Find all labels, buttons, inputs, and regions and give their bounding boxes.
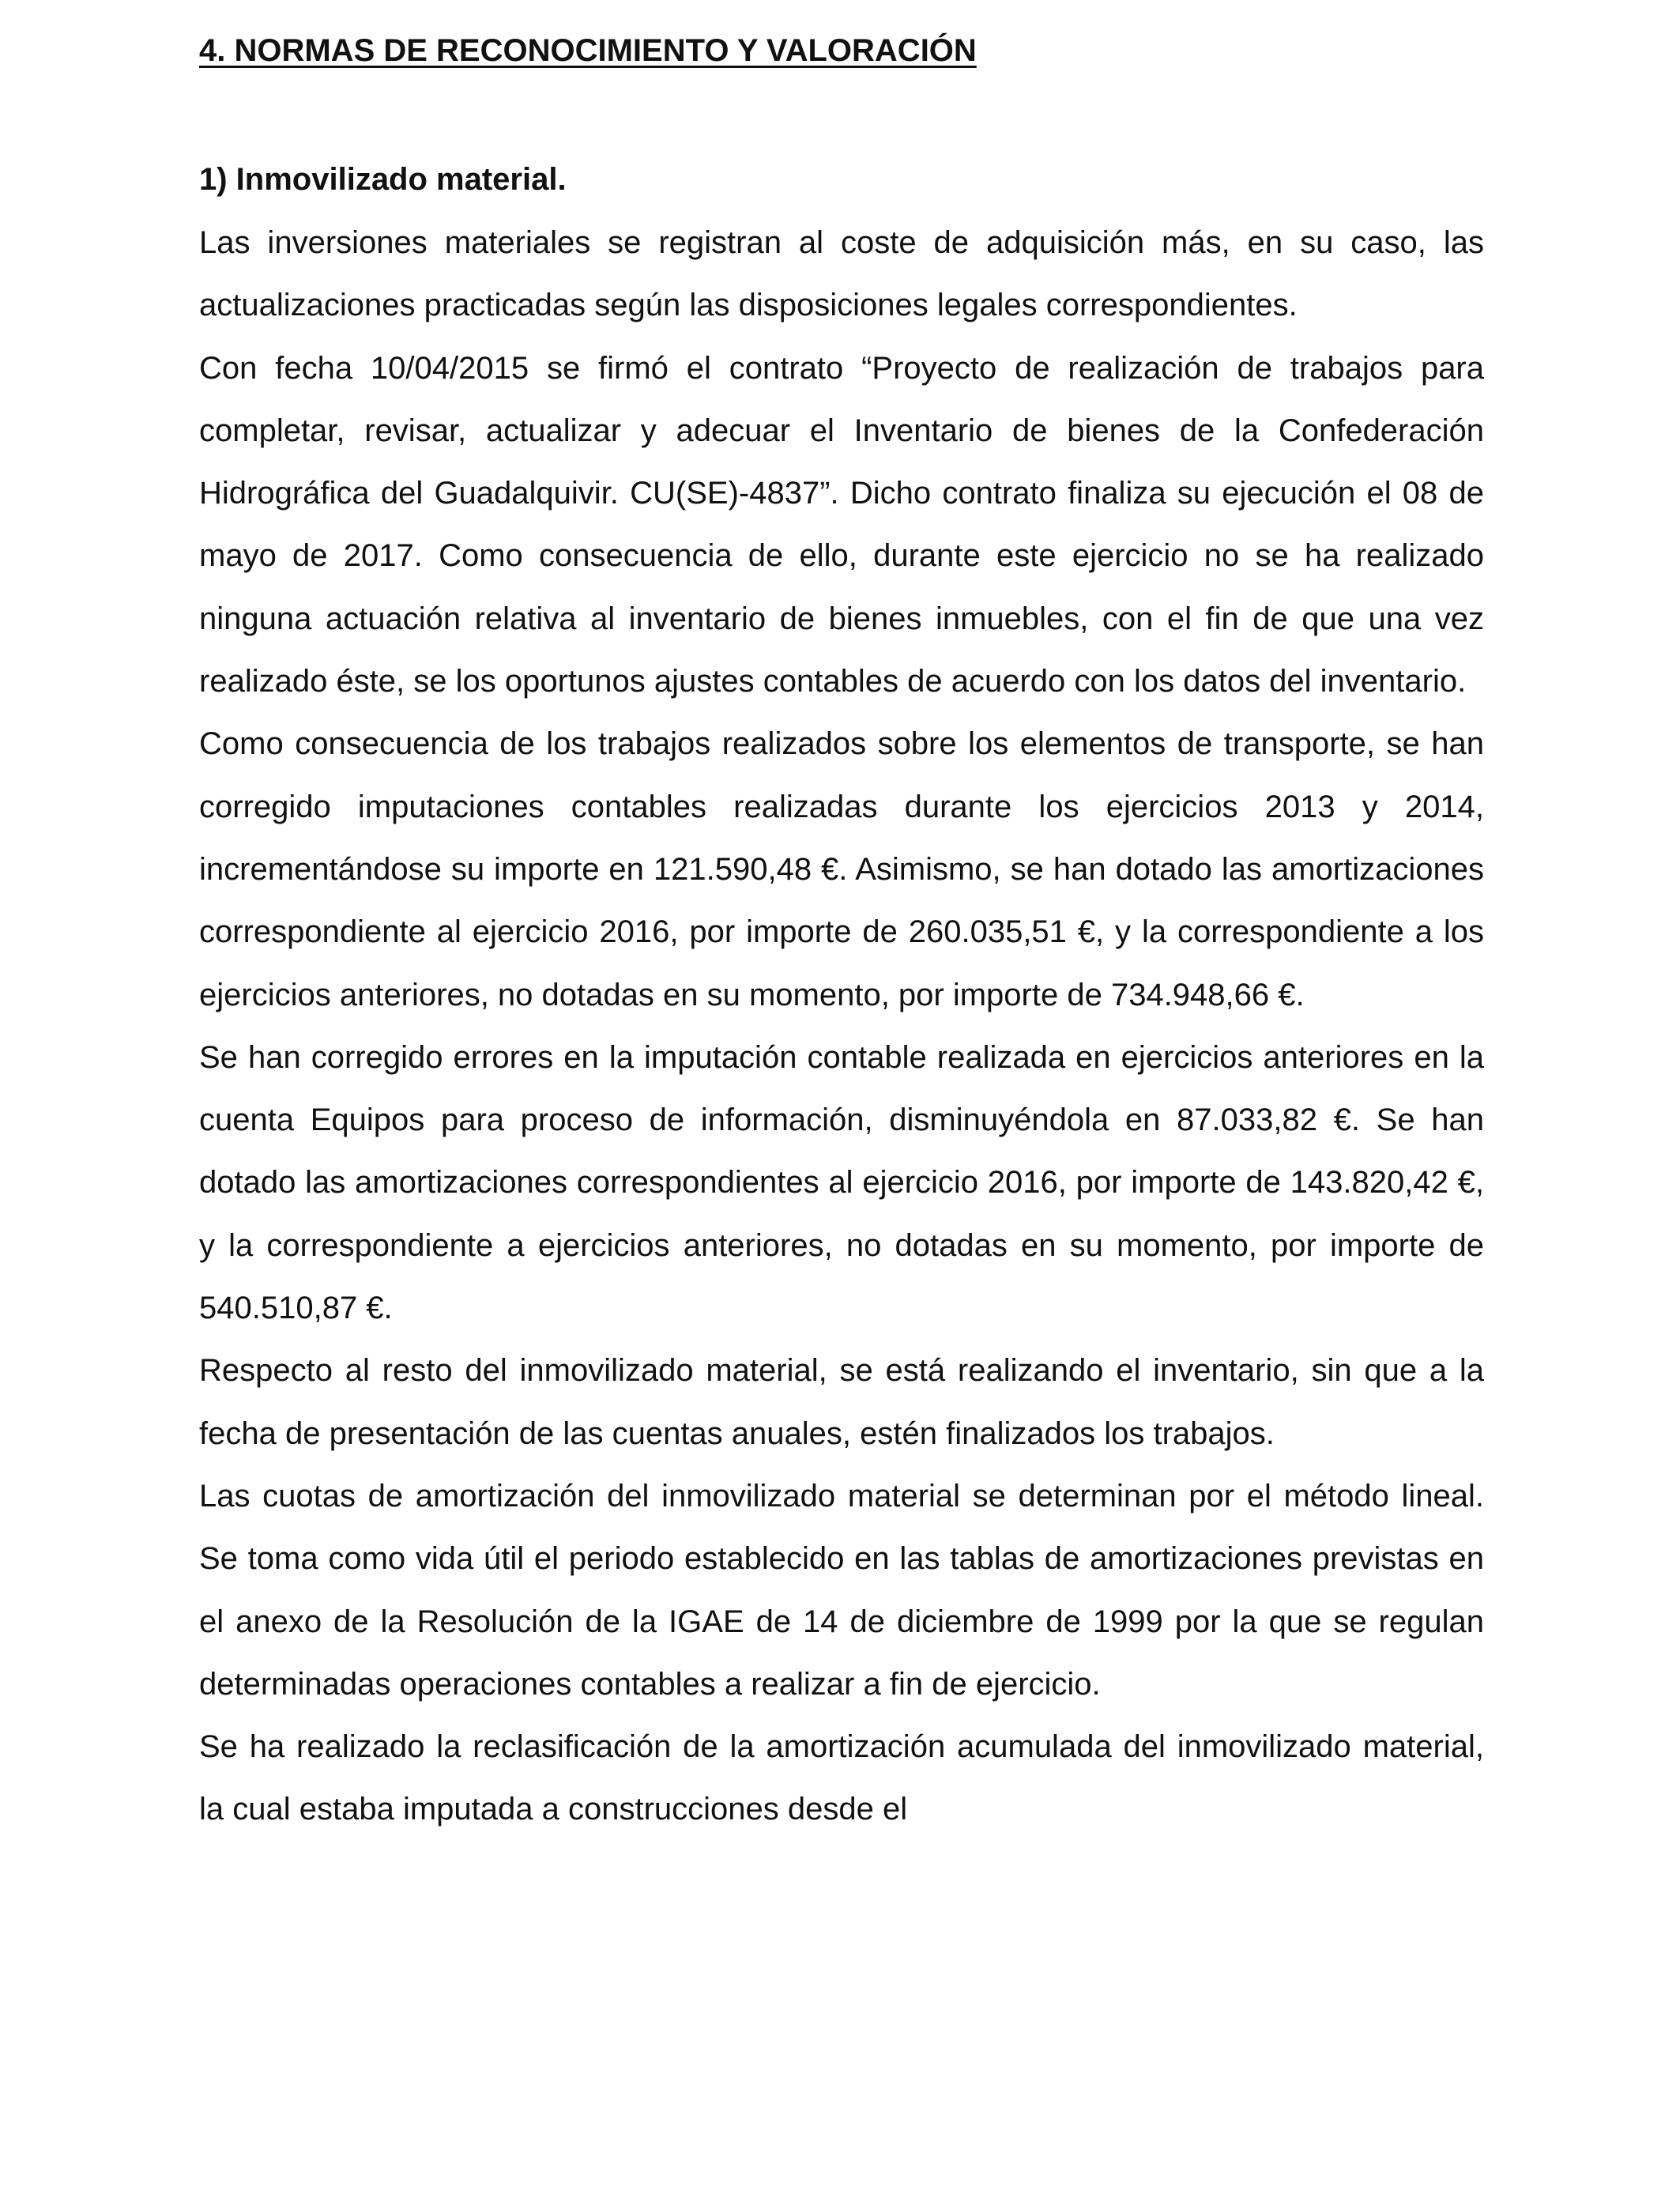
body-text bbox=[199, 212, 1484, 1842]
paragraph-elementos-transporte: Como consecuencia de los trabajos realizados sobre los elementos de transporte, se han corregido imputaciones contables realizadas durante los ejercicios 2013 y 2014, incrementándose su importe en 121.590,48 €. Asimismo, se han dotado las amortizaciones correspondiente al ejercicio 2016, por importe de 260.035,51 €, y la correspondiente a los ejercicios anteriores, no dotadas en su momento, por importe de 734.948,66 €. bbox=[199, 726, 1484, 1012]
paragraph-cuotas-amortizacion: Las cuotas de amortización del inmovilizado material se determinan por el método lineal. Se toma como vida útil el periodo establecido en las tablas de amortizaciones previstas en el anexo de la Resolución de la IGAE de 14 de diciembre de 1999 por la que se regulan determinadas operaciones contables a realizar a fin de ejercicio. bbox=[199, 1478, 1484, 1702]
paragraph-reclasificacion: Se ha realizado la reclasificación de la amortización acumulada del inmovilizado material, la cual estaba imputada a construcciones desde el bbox=[199, 1729, 1484, 1827]
section-title: 4. NORMAS DE RECONOCIMIENTO Y VALORACIÓN bbox=[199, 33, 977, 68]
paragraph-resto-inmovilizado: Respecto al resto del inmovilizado material, se está realizando el inventario, sin que a la fecha de presentación de las cuentas anuales, estén finalizados los trabajos. bbox=[199, 1353, 1484, 1451]
paragraph-contrato-inventario: Con fecha 10/04/2015 se firmó el contrato “Proyecto de realización de trabajos para completar, revisar, actualizar y adecuar el Inventario de bienes de la Confederación Hidrográfica del Guadalquivir. CU(SE)-4837”. Dicho contrato finaliza su ejecución el 08 de mayo de 2017. Como consecuencia de ello, durante este ejercicio no se ha realizado ninguna actuación relativa al inventario de bienes inmuebles, con el fin de que una vez realizado éste, se los oportunos ajustes contables de acuerdo con los datos del inventario. bbox=[199, 350, 1484, 699]
subsection-title: 1) Inmovilizado material. bbox=[199, 162, 567, 197]
paragraph-coste-adquisicion: Las inversiones materiales se registran al coste de adquisición más, en su caso, las actualizaciones practicadas según las disposiciones legales correspondientes. bbox=[199, 225, 1484, 323]
paragraph-equipos-informacion: Se han corregido errores en la imputación contable realizada en ejercicios anteriores en la cuenta Equipos para proceso de información, disminuyéndola en 87.033,82 €. Se han dotado las amortizaciones correspondientes al ejercicio 2016, por importe de 143.820,42 €, y la correspondiente a ejercicios anteriores, no dotadas en su momento, por importe de 540.510,87 €. bbox=[199, 1039, 1484, 1326]
